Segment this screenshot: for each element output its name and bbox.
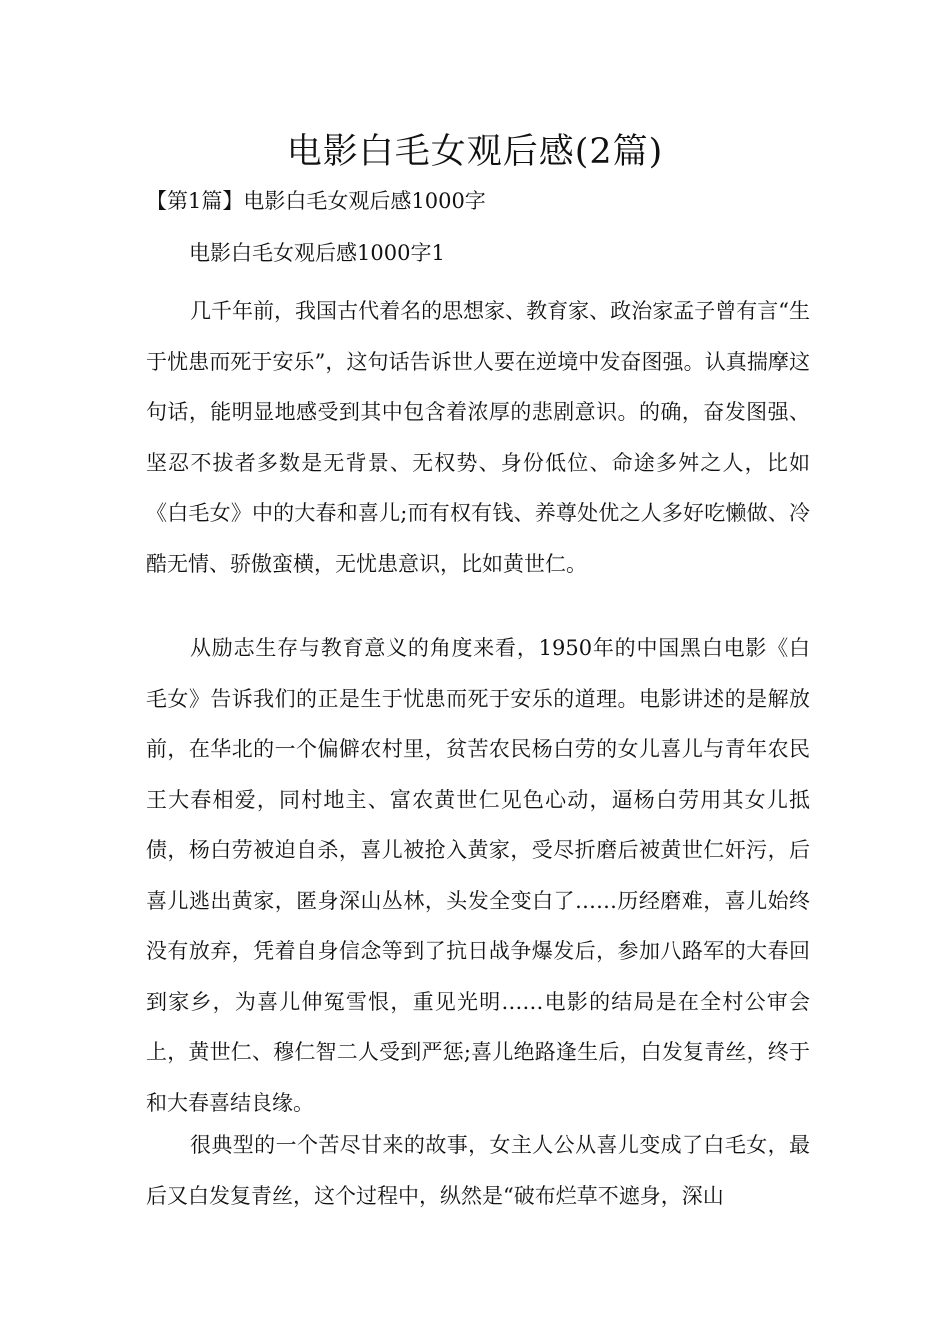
article-subtitle: 电影白毛女观后感1000字1 [189, 241, 445, 265]
section-heading: 【第1篇】电影白毛女观后感1000字 [146, 189, 486, 213]
body-paragraph: 从励志生存与教育意义的角度来看，1950年的中国黑白电影《白毛女》告诉我们的正是生于忧患而死于安乐的道理。电影讲述的是解放前，在华北的一个偏僻农村里，贫苦农民杨白劳的女儿喜儿与青年农民王大春相爱，同村地主、富农黄世仁见色心动，逼杨白劳用其女儿抵债，杨白劳被迫自杀，喜儿被抢入黄家，受尽折磨后被黄世仁奸污，后喜儿逃出黄家，匿身深山丛林，头发全变白了……历经磨难，喜儿始终没有放弃，凭着自身信念等到了抗日战争爆发后，参加八路军的大春回到家乡，为喜儿伸冤雪恨，重见光明……电影的结局是在全村公审会上，黄世仁、穆仁智二人受到严惩;喜儿绝路逢生后，白发复青丝，终于和大春喜结良缘。 [146, 636, 810, 1115]
document-title: 电影白毛女观后感(2篇) [286, 132, 664, 172]
body-paragraph: 几千年前，我国古代着名的思想家、教育家、政治家孟子曾有言“生于忧患而死于安乐”，这句话告诉世人要在逆境中发奋图强。认真揣摩这句话，能明显地感受到其中包含着浓厚的悲剧意识。的确，奋发图强、坚忍不拔者多数是无背景、无权势、身份低位、命途多舛之人，比如《白毛女》中的大春和喜儿;而有权有钱、养尊处优之人多好吃懒做、冷酷无情、骄傲蛮横，无忧患意识，比如黄世仁。 [146, 299, 810, 576]
body-paragraph: 很典型的一个苦尽甘来的故事，女主人公从喜儿变成了白毛女，最后又白发复青丝，这个过程中，纵然是“破布烂草不遮身，深山 [146, 1133, 810, 1208]
